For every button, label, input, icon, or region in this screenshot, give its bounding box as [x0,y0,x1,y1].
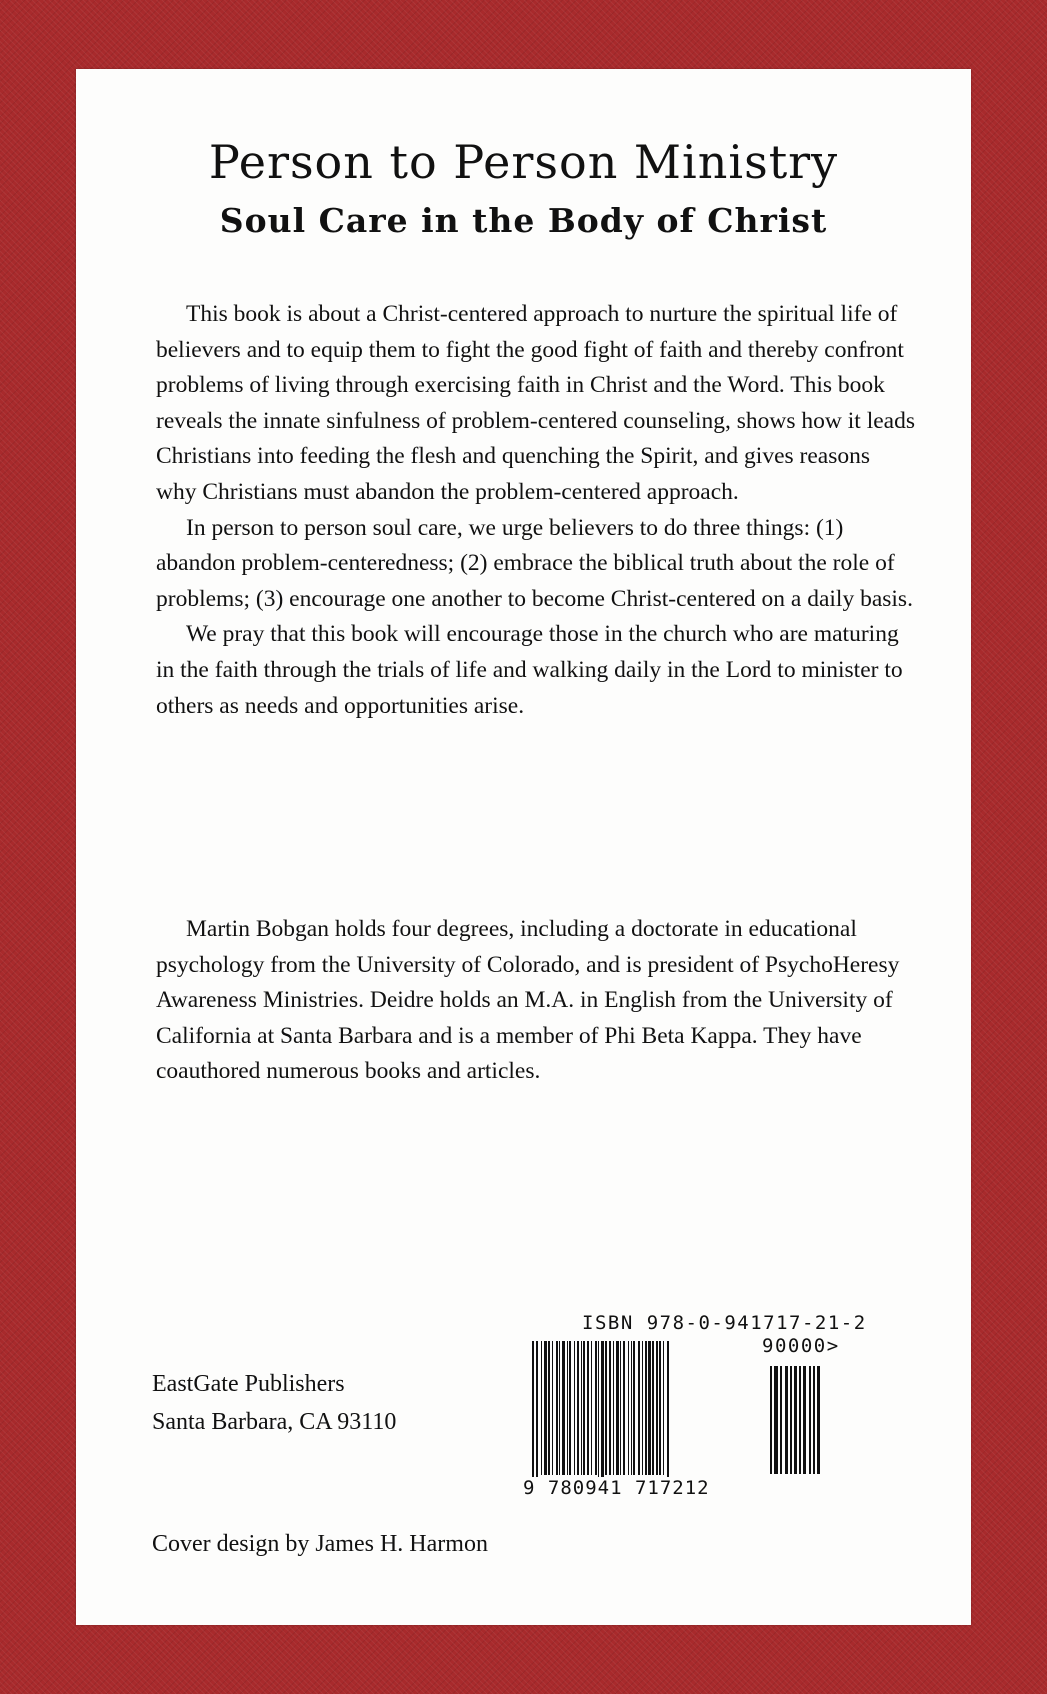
back-cover-panel [76,69,971,1625]
blurb-paragraph: We pray that this book will encourage those in the church who are maturing in the faith through the trials of life and walking daily in the Lord to minister to others as needs and opportunities arise. [156,621,903,719]
cover-credit: Cover design by James H. Harmon [152,1531,488,1557]
price-code: 90000> [762,1335,840,1357]
price-barcode [770,1366,842,1484]
isbn-barcode [532,1341,740,1485]
isbn-label: ISBN 978-0-941717-21-2 [582,1312,867,1334]
blurb-paragraph: This book is about a Christ-centered approach to nurture the spiritual life of believers and to equip them to fight the good fight of faith and thereby confront problems of living through exercising faith in Christ and the Word. This book reveals the innate sinfulness of problem-centered counseling, shows how it leads Christians into feeding the flesh and quenching the Spirit, and gives reasons why Christians must abandon the problem-centered approach. [156,301,915,505]
author-bio [156,912,916,1090]
blurb-paragraph: In person to person soul care, we urge believers to do three things: (1) abandon problem-centeredness; (2) embrace the biblical truth about the role of problems; (3) encourage one another to become Christ-centered on a daily basis. [156,514,913,612]
book-subtitle: Soul Care in the Body of Christ [219,201,828,240]
blurb [156,297,916,724]
publisher-info [152,1365,396,1441]
barcode-digits: 9 780941 717212 [523,1477,710,1499]
publisher-name: EastGate Publishers [152,1371,345,1397]
author-bio-text: Martin Bobgan holds four degrees, including a doctorate in educational psychology from the University of Colorado, and is president of PsychoHeresy Awareness Ministries. Deidre holds an M.A. in English from the University of California at Santa Barbara and is a member of Phi Beta Kappa. They have coauthored numerous books and articles. [156,916,900,1085]
book-title: Person to Person Ministry [208,135,839,189]
publisher-location: Santa Barbara, CA 93110 [152,1409,397,1435]
